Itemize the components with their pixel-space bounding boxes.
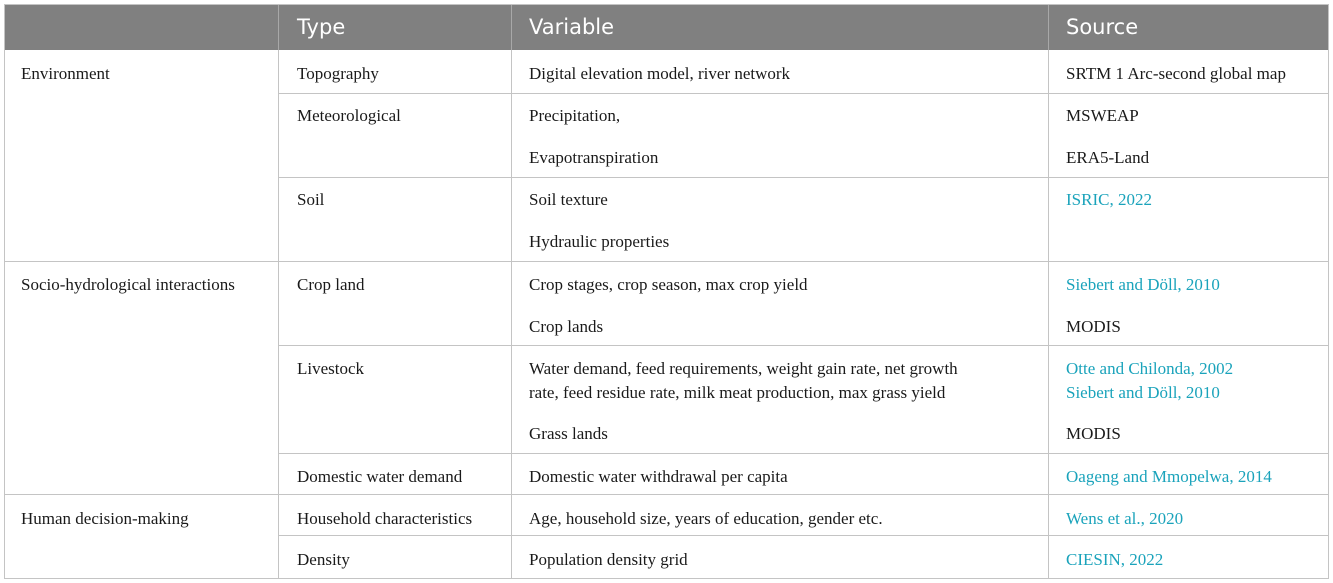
variable-livestock-line2: rate, feed residue rate, milk meat production, max grass yield [529,383,946,402]
variable-grass-lands: Grass lands [529,424,608,443]
type-density: Density [297,550,350,569]
data-table [4,4,1329,579]
variable-evapotranspiration: Evapotranspiration [529,148,659,167]
type-soil: Soil [297,190,325,209]
row-divider [278,535,1328,536]
category-environment: Environment [21,64,110,83]
variable-crop-stages: Crop stages, crop season, max crop yield [529,275,808,294]
type-livestock: Livestock [297,359,365,378]
variable-topography: Digital elevation model, river network [529,64,791,83]
source-modis: MODIS [1066,317,1121,336]
header-type: Type [297,15,346,39]
variable-household: Age, household size, years of education, gender etc. [529,509,883,528]
source-isric-link[interactable]: ISRIC, 2022 [1066,190,1152,209]
header-divider [511,5,512,50]
type-meteorological: Meteorological [297,106,401,125]
header-variable: Variable [529,15,615,39]
variable-hydraulic-properties: Hydraulic properties [529,232,670,251]
column-divider [1048,50,1049,578]
row-divider [278,177,1328,178]
source-ciesin-link[interactable]: CIESIN, 2022 [1066,550,1164,569]
source-topography: SRTM 1 Arc-second global map [1066,64,1286,83]
header-divider [278,5,279,50]
header-divider [1048,5,1049,50]
source-otte-link[interactable]: Otte and Chilonda, 2002 [1066,359,1234,378]
column-divider [511,50,512,578]
variable-crop-lands: Crop lands [529,317,604,336]
source-siebert-link[interactable]: Siebert and Döll, 2010 [1066,383,1220,402]
source-msweap: MSWEAP [1066,106,1139,125]
source-oageng-link[interactable]: Oageng and Mmopelwa, 2014 [1066,467,1272,486]
source-wens-link[interactable]: Wens et al., 2020 [1066,509,1184,528]
table-header [5,5,1328,50]
row-divider [278,345,1328,346]
row-divider [278,453,1328,454]
header-source: Source [1066,15,1139,39]
category-socio-hydrological: Socio-hydrological interactions [21,275,235,294]
variable-domestic-withdrawal: Domestic water withdrawal per capita [529,467,788,486]
column-divider [278,50,279,578]
source-modis: MODIS [1066,424,1121,443]
variable-precipitation: Precipitation, [529,106,621,125]
row-divider [278,93,1328,94]
variable-soil-texture: Soil texture [529,190,608,209]
type-domestic-water-demand: Domestic water demand [297,467,463,486]
source-era5: ERA5-Land [1066,148,1150,167]
category-human-decision: Human decision-making [21,509,189,528]
type-crop-land: Crop land [297,275,365,294]
group-divider [5,261,1328,262]
type-topography: Topography [297,64,379,83]
variable-population-density: Population density grid [529,550,688,569]
group-divider [5,494,1328,495]
source-siebert-link[interactable]: Siebert and Döll, 2010 [1066,275,1220,294]
variable-livestock-line1: Water demand, feed requirements, weight gain rate, net growth [529,359,958,378]
type-household-characteristics: Household characteristics [297,509,473,528]
